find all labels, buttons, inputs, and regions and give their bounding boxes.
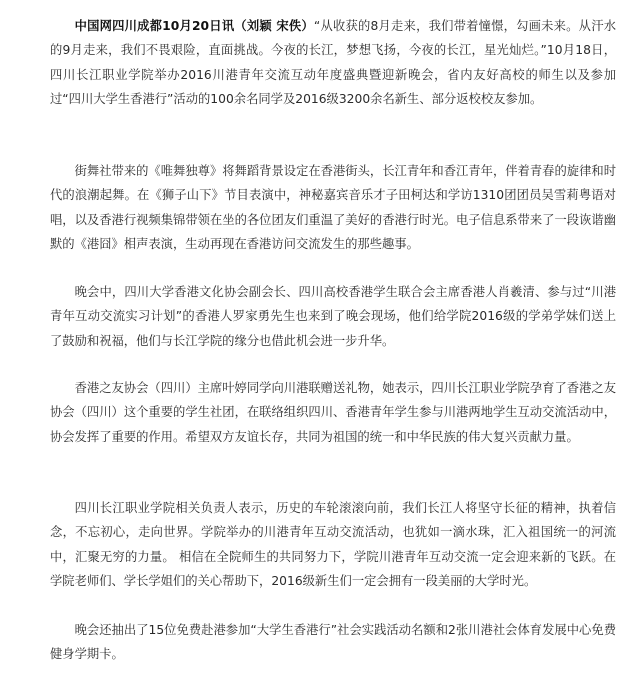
article-paragraph-3: 晚会中，四川大学香港文化协会副会长、四川高校香港学生联合会主席香港人肖羲清、参与过“川港青年互动交流实习计划”的香港人罗家勇先生也来到了晚会现场，他们给学院2016级的学弟学妹们送上了鼓励和祝福，他们与长江学院的缘分也借此机会进一步升华。: [50, 285, 616, 348]
article-lead: 中国网四川成都10月20日讯（刘颖 宋佚）: [74, 19, 314, 33]
paragraph-1-text: “从收获的8月走来，我们带着憧憬，勾画未来。从汗水的9月走来，我们不畏艰险，直面挑战。今夜的长江，梦想飞扬，今夜的长江，星光灿烂。”10月18日，四川长江职业学院举办2016川港青年交流互动年度盛典暨迎新晚会，省内友好高校的师生以及参加过“四川大学生香港行”活动的100余名同学及2016级3200余名新生、部分返校校友参加。: [50, 19, 616, 106]
article-paragraph-5: 四川长江职业学院相关负责人表示，历史的车轮滚滚向前，我们长江人将坚守长征的精神，执着信念，不忘初心，走向世界。学院举办的川港青年互动交流活动，也犹如一滴水珠，汇入祖国统一的河流中，汇聚无穷的力量。 相信在全院师生的共同努力下，学院川港青年互动交流一定会迎来新的飞跃。在学院老师们、学长学姐们的关心帮助下，2016级新生们一定会拥有一段美丽的大学时光。: [50, 501, 616, 588]
article-paragraph-1: [50, 14, 616, 111]
article-paragraph-4: 香港之友协会（四川）主席叶婷同学向川港联赠送礼物，她表示，四川长江职业学院孕育了香港之友协会（四川）这个重要的学生社团，在联络组织四川、香港青年学生参与川港两地学生互动交流活动中，协会发挥了重要的作用。希望双方友谊长存，共同为祖国的统一和中华民族的伟大复兴贡献力量。: [50, 381, 616, 444]
article-paragraph-6: 晚会还抽出了15位免费赴港参加“大学生香港行”社会实践活动名额和2张川港社会体育发展中心免费健身学期卡。: [50, 623, 616, 662]
article-paragraph-2: 街舞社带来的《唯舞独尊》将舞蹈背景设定在香港街头，长江青年和香江青年，伴着青春的旋律和时代的浪潮起舞。在《狮子山下》节目表演中，神秘嘉宾音乐才子田柯达和学访1310团团员吴雪莉粤语对唱，以及香港行视频集锦带领在坐的各位团友们重温了美好的香港行时光。电子信息系带来了一段诙谐幽默的《港囧》相声表演，生动再现在香港访问交流发生的那些趣事。: [50, 164, 616, 251]
